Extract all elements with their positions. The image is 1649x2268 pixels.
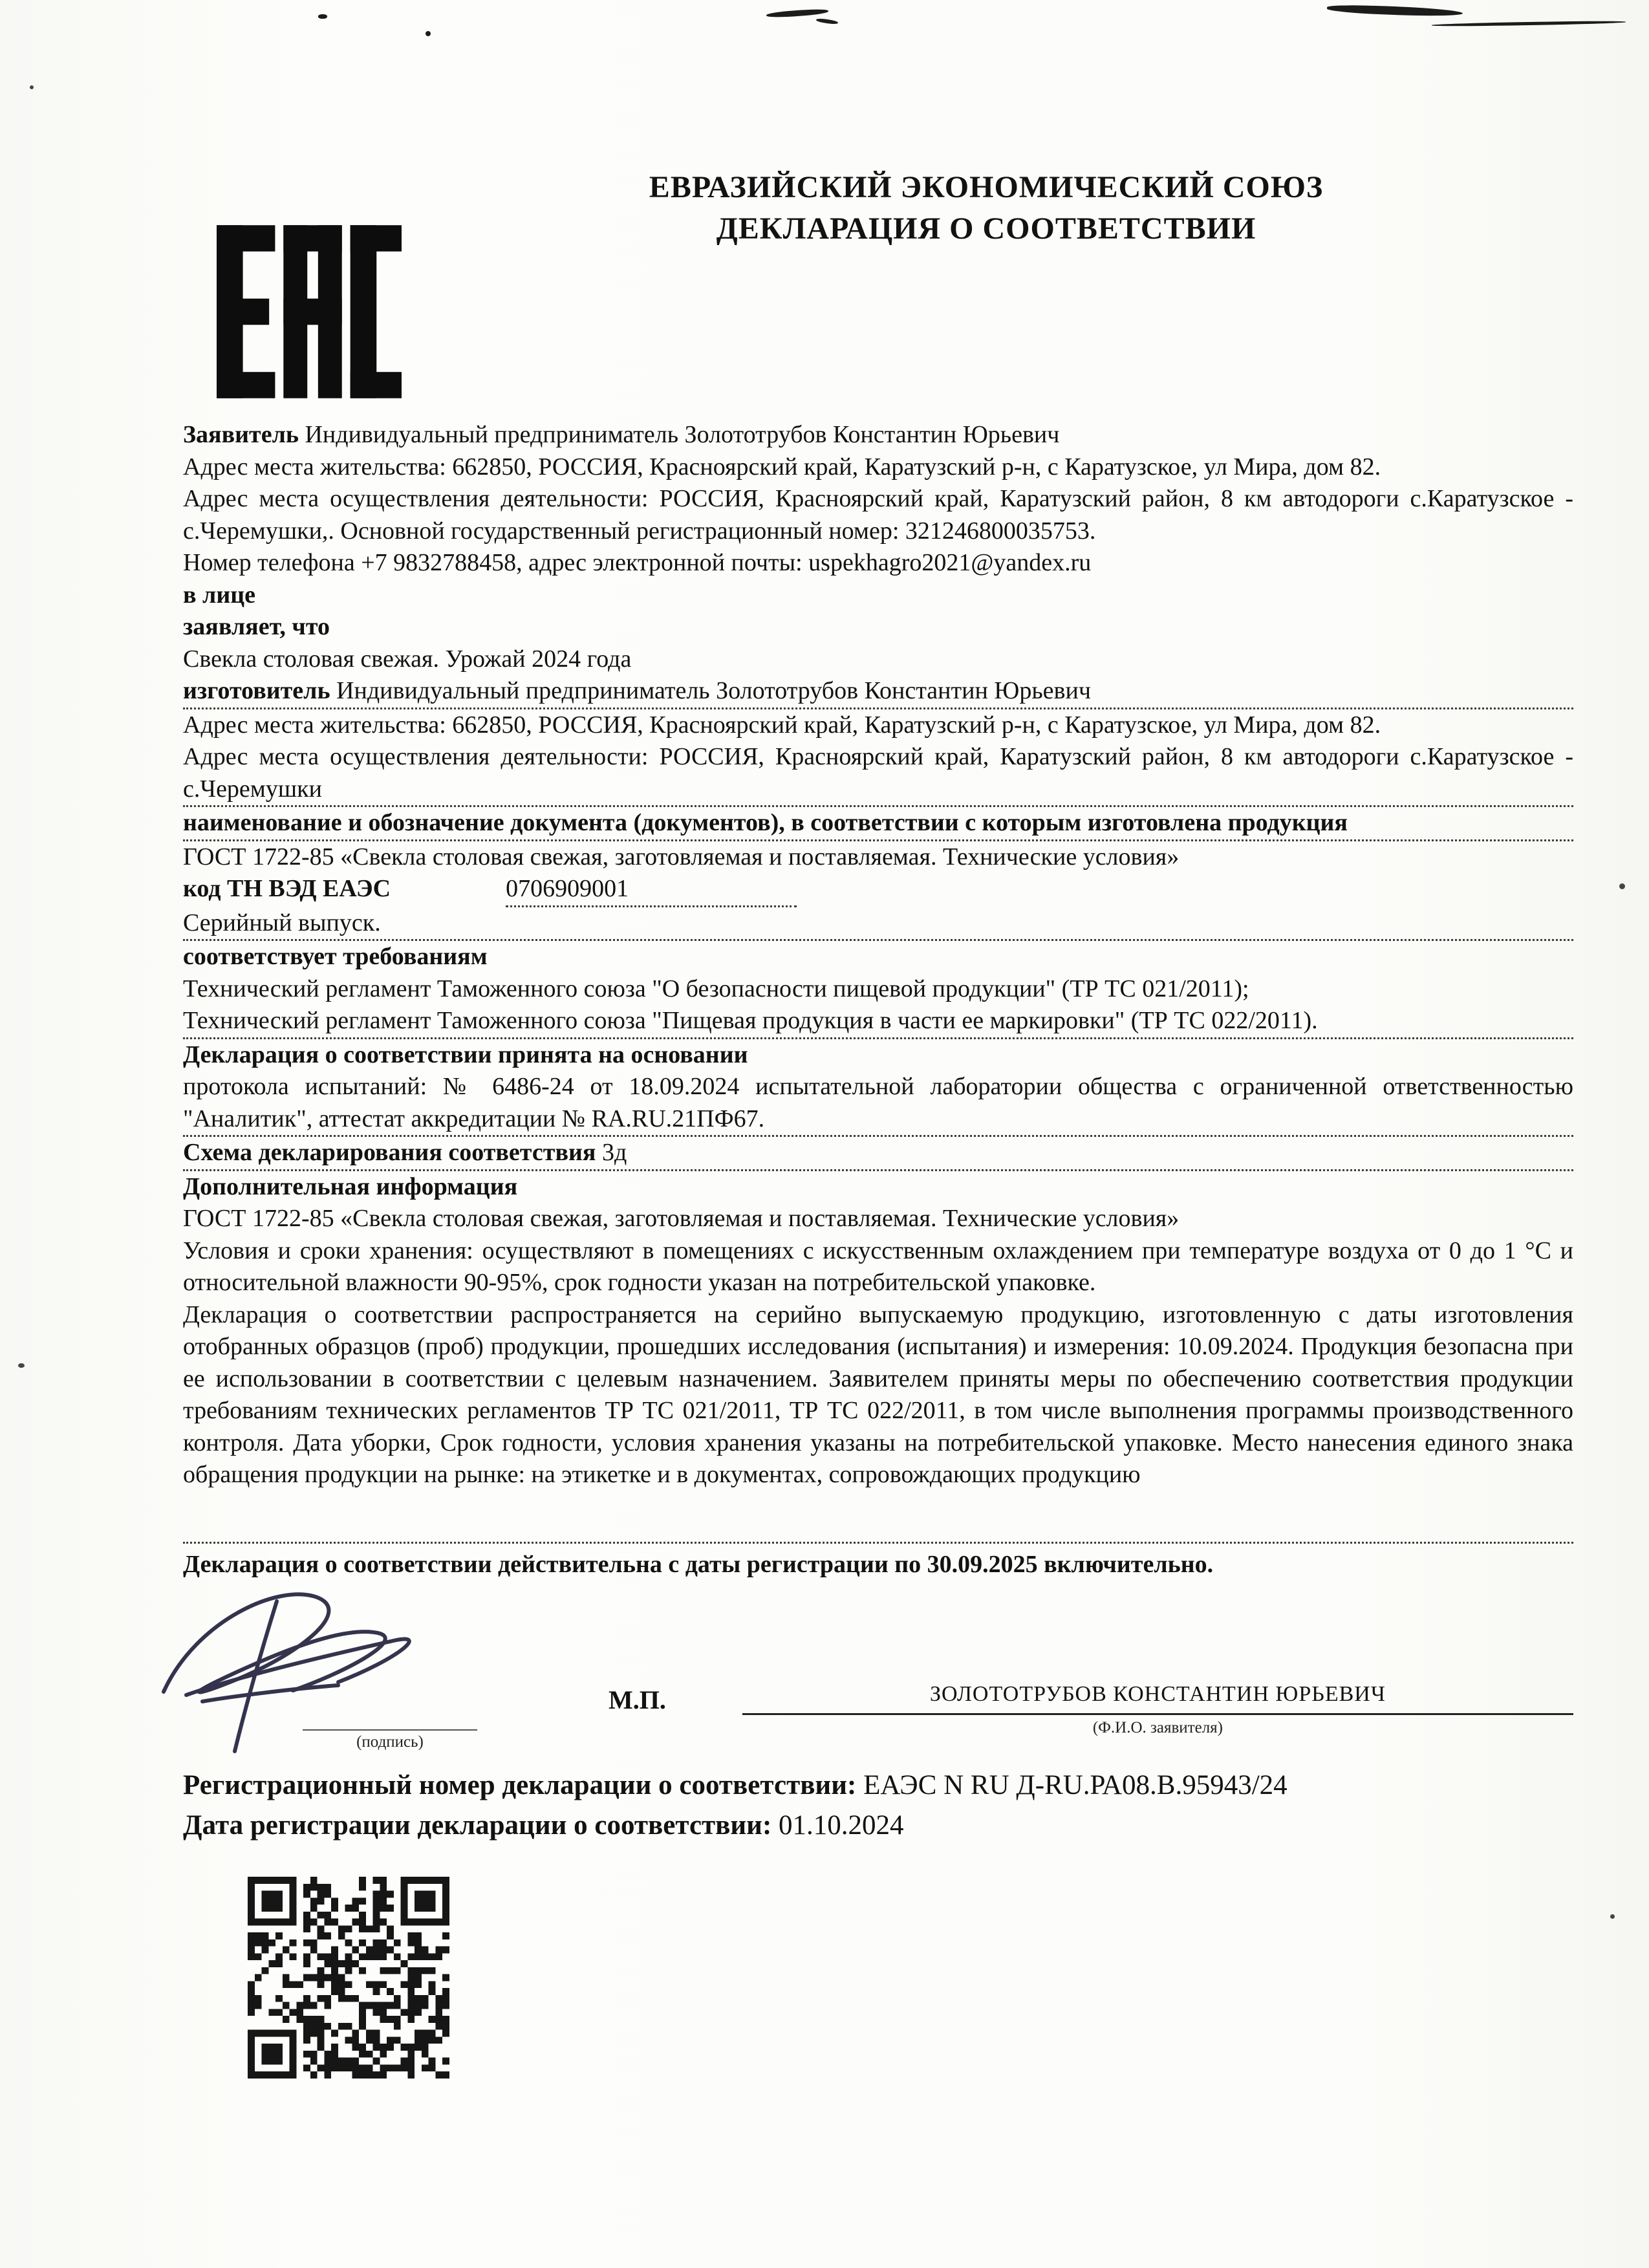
registration-date-value: 01.10.2024 xyxy=(779,1810,904,1841)
additional-gost-line: ГОСТ 1722-85 «Свекла столовая свежая, заготовляемая и поставляемая. Технические условия» xyxy=(183,1205,1180,1232)
applicant-residence-address: Адрес места жительства: 662850, РОССИЯ, Красноярский край, Каратузский р-н, с Каратузское, ул Мира, дом 82. xyxy=(183,453,1381,481)
signature-area xyxy=(183,1604,571,1766)
registration-number-value: ЕАЭС N RU Д-RU.РА08.В.95943/24 xyxy=(863,1770,1288,1800)
test-protocol-line: протокола испытаний: № 6486-24 от 18.09.2024 испытательной лаборатории общества с ограниченной ответственностью "Аналитик", аттестат аккредитации № RA.RU.21ПФ67. xyxy=(183,1071,1573,1137)
basis-heading: Декларация о соответствии принята на основании xyxy=(183,1041,748,1068)
applicant-name: Индивидуальный предприниматель Золототрубов Константин Юрьевич xyxy=(305,421,1060,448)
scan-artifact xyxy=(816,18,839,25)
serial-issue-line: Серийный выпуск. xyxy=(183,907,1573,942)
scan-artifact xyxy=(766,8,828,19)
applicant-contacts: Номер телефона +7 9832788458, адрес электронной почты: uspekhagro2021@yandex.ru xyxy=(183,549,1092,576)
signature-caption: (подпись) xyxy=(303,1729,477,1751)
applicant-label: Заявитель xyxy=(183,421,299,448)
manufacturer-line xyxy=(183,675,1573,709)
applicant-line xyxy=(183,419,1573,451)
regulation-022: Технический регламент Таможенного союза "Пищевая продукция в части ее маркировки" (ТР ТС 022/2011). xyxy=(183,1005,1573,1039)
handwritten-signature xyxy=(125,1562,526,1756)
scheme-value: 3д xyxy=(601,1139,627,1166)
declarant-name-caption: (Ф.И.О. заявителя) xyxy=(1092,1719,1223,1736)
document-body xyxy=(183,419,1573,2079)
scan-artifact xyxy=(1432,20,1626,27)
scan-speck xyxy=(1619,883,1625,889)
declaration-scope: Декларация о соответствии распространяется на серийно выпускаемую продукцию, изготовленную с даты изготовления отобранных образцов (проб) продукции, прошедших исследования (испытания) и измерения: 10.09.2024. Продукция безопасна при ее использовании в соответствии с целевым назначением. Заявителем приняты меры по обеспечению соответствия продукции требованиям технических регламентов ТР ТС 021/2011, ТР ТС 022/2011, в том числе выполнения программы производственного контроля. Дата уборки, Срок годности, условия хранения указаны на потребительской упаковке. Место нанесения единого знака обращения продукции на рынке: на этикетке и в документах, сопровождающих продукцию xyxy=(183,1301,1573,1488)
registration-date-label: Дата регистрации декларации о соответствии: xyxy=(183,1810,772,1841)
signature-block xyxy=(183,1604,1573,1766)
product-name: Свекла столовая свежая. Урожай 2024 года xyxy=(183,645,632,673)
dotted-separator xyxy=(183,1542,1573,1544)
tnved-code: 0706909001 xyxy=(506,873,797,907)
regulation-021: Технический регламент Таможенного союза "О безопасности пищевой продукции" (ТР ТС 021/2011); xyxy=(183,975,1249,1002)
registration-number-label: Регистрационный номер декларации о соответствии: xyxy=(183,1770,857,1800)
compliance-heading: соответствует требованиям xyxy=(183,943,488,970)
registration-number-line xyxy=(183,1766,1573,1806)
scan-artifact xyxy=(318,14,327,19)
scan-speck xyxy=(18,1363,25,1368)
doc-basis-heading: наименование и обозначение документа (документов), в соответствии с которым изготовлена продукция xyxy=(183,807,1573,841)
union-title: ЕВРАЗИЙСКИЙ ЭКОНОМИЧЕСКИЙ СОЮЗ xyxy=(649,170,1324,204)
manufacturer-name: Индивидуальный предприниматель Золототрубов Константин Юрьевич xyxy=(336,677,1091,704)
scan-speck xyxy=(30,85,34,89)
declaration-scheme-line xyxy=(183,1137,1573,1171)
in-person-line: в лице xyxy=(183,581,255,609)
applicant-activity-address: Адрес места осуществления деятельности: РОССИЯ, Красноярский край, Каратузский район, 8 км автодороги с.Каратузское - с.Черемушки,. Основной государственный регистрационный номер: 321246800035753. xyxy=(183,485,1573,545)
registration-date-line xyxy=(183,1806,1573,1846)
tnved-line xyxy=(183,873,1573,907)
tnved-label: код ТН ВЭД ЕАЭС xyxy=(183,875,391,902)
scheme-label: Схема декларирования соответствия xyxy=(183,1139,596,1166)
scan-artifact xyxy=(426,31,431,36)
qr-code xyxy=(248,1877,449,2079)
manufacturer-label: изготовитель xyxy=(183,677,330,704)
stamp-place-label: М.П. xyxy=(609,1685,666,1714)
declarant-name-block xyxy=(742,1682,1573,1737)
eac-mark-icon xyxy=(217,224,402,400)
manufacturer-activity-address: Адрес места осуществления деятельности: РОССИЯ, Красноярский край, Каратузский район, 8 км автодороги с.Каратузское - с.Черемушки xyxy=(183,741,1573,807)
scan-artifact xyxy=(1327,4,1463,17)
declarant-name: ЗОЛОТОТРУБОВ КОНСТАНТИН ЮРЬЕВИЧ xyxy=(742,1682,1573,1715)
declares-line: заявляет, что xyxy=(183,613,330,640)
storage-conditions: Условия и сроки хранения: осуществляют в помещениях с искусственным охлаждением при температуре воздуха от 0 до 1 °С и относительной влажности 90-95%, срок годности указан на потребительской упаковке. xyxy=(183,1237,1573,1296)
document-title: ДЕКЛАРАЦИЯ О СООТВЕТСТВИИ xyxy=(716,211,1256,246)
manufacturer-residence-address: Адрес места жительства: 662850, РОССИЯ, Красноярский край, Каратузский р-н, с Каратузское, ул Мира, дом 82. xyxy=(183,711,1381,739)
document-header xyxy=(362,167,1610,250)
additional-info-heading: Дополнительная информация xyxy=(183,1172,518,1200)
scan-speck xyxy=(1610,1914,1615,1919)
gost-line: ГОСТ 1722-85 «Свекла столовая свежая, заготовляемая и поставляемая. Технические условия» xyxy=(183,843,1180,870)
validity-line: Декларация о соответствии действительна с даты регистрации по 30.09.2025 включительно. xyxy=(183,1550,1214,1578)
